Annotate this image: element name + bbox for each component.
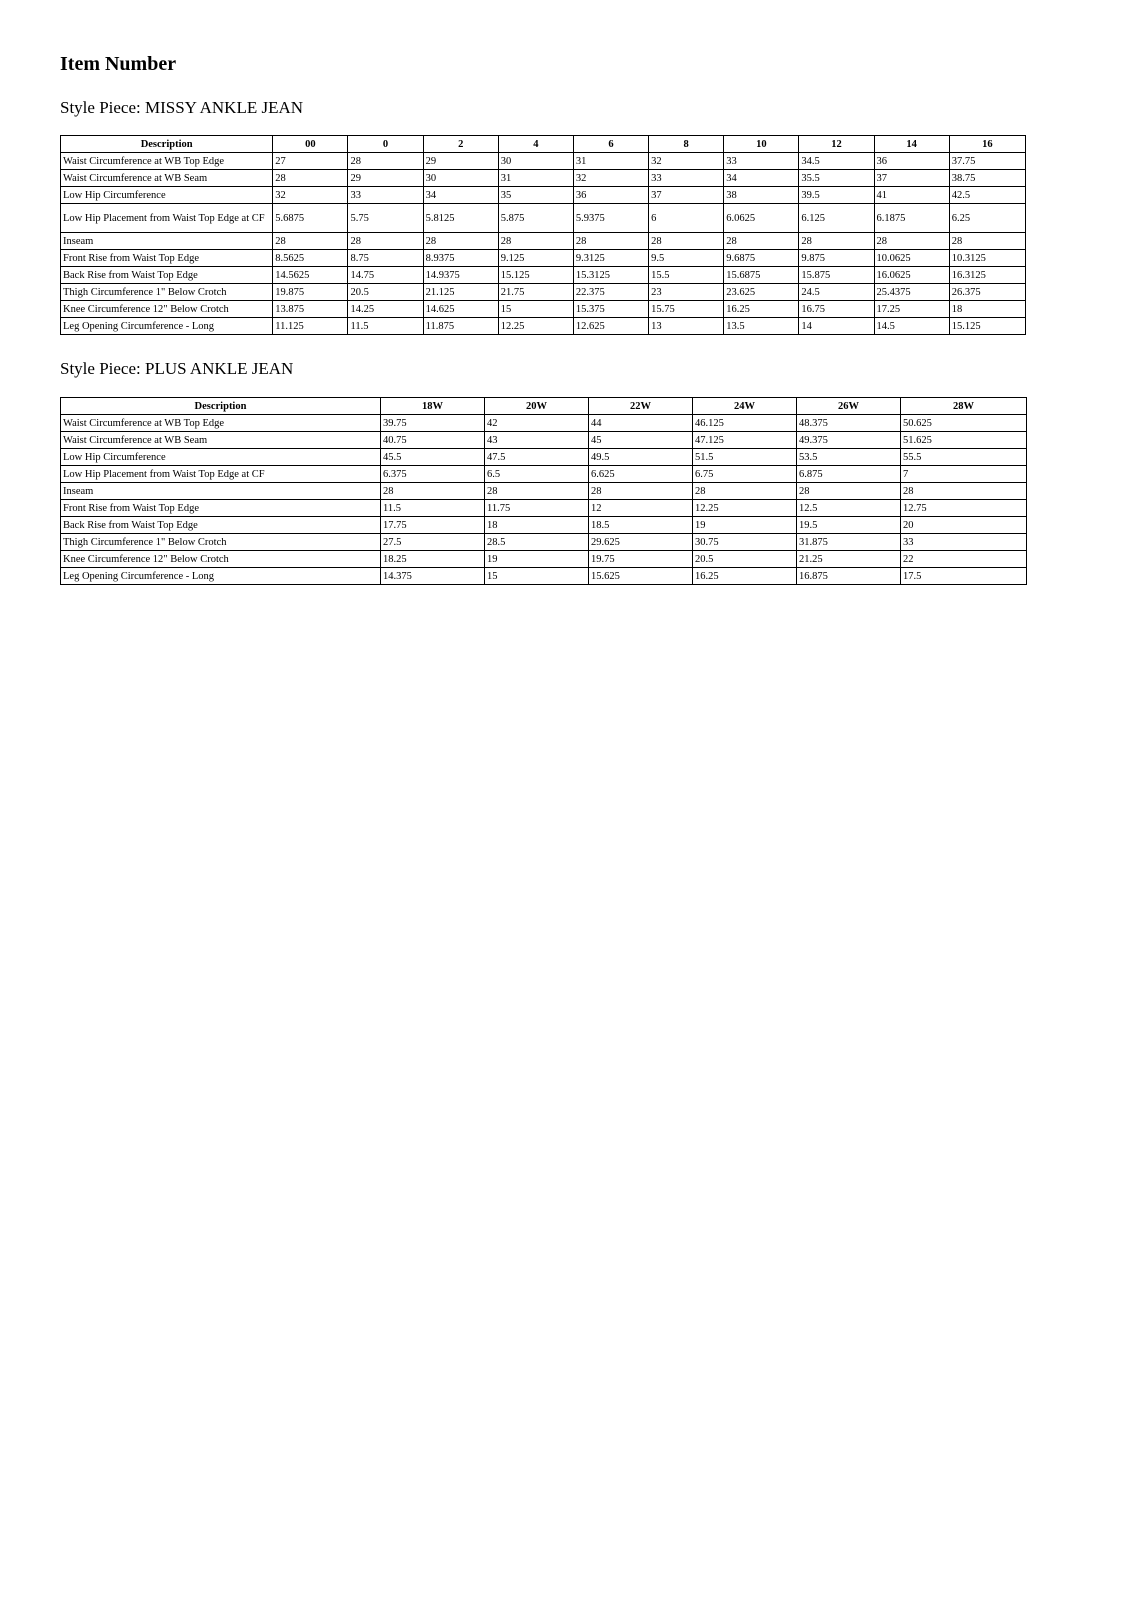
plus-spec-table: [60, 397, 1027, 585]
measurement-cell: 15.75: [649, 301, 724, 318]
table-row: [61, 301, 1026, 318]
measurement-cell: 10.3125: [949, 250, 1025, 267]
measurement-cell: 31: [573, 153, 648, 170]
column-header: Description: [61, 136, 273, 153]
measurement-cell: 45.5: [381, 449, 485, 466]
measurement-cell: 28: [348, 153, 423, 170]
measurement-cell: 12.25: [693, 500, 797, 517]
measurement-cell: 14.5: [874, 318, 949, 335]
measurement-cell: 15: [485, 568, 589, 585]
column-header: 14: [874, 136, 949, 153]
measurement-cell: 8.75: [348, 250, 423, 267]
measurement-cell: 28: [901, 483, 1027, 500]
measurement-cell: 6.125: [799, 204, 874, 233]
measurement-cell: 47.5: [485, 449, 589, 466]
measurement-cell: 9.6875: [724, 250, 799, 267]
row-description: Knee Circumference 12" Below Crotch: [61, 301, 273, 318]
column-header: 00: [273, 136, 348, 153]
column-header: 16: [949, 136, 1025, 153]
table-row: [61, 517, 1027, 534]
measurement-cell: 5.75: [348, 204, 423, 233]
measurement-cell: 30: [423, 170, 498, 187]
measurement-cell: 5.9375: [573, 204, 648, 233]
measurement-cell: 6.875: [797, 466, 901, 483]
measurement-cell: 13.5: [724, 318, 799, 335]
measurement-cell: 6.0625: [724, 204, 799, 233]
table-row: [61, 415, 1027, 432]
measurement-cell: 14.375: [381, 568, 485, 585]
measurement-cell: 33: [724, 153, 799, 170]
measurement-cell: 28: [273, 170, 348, 187]
column-header: Description: [61, 398, 381, 415]
table-row: [61, 233, 1026, 250]
row-description: Back Rise from Waist Top Edge: [61, 517, 381, 534]
measurement-cell: 8.5625: [273, 250, 348, 267]
measurement-cell: 50.625: [901, 415, 1027, 432]
measurement-cell: 21.75: [498, 284, 573, 301]
plus-header-row: [61, 398, 1027, 415]
row-description: Inseam: [61, 233, 273, 250]
measurement-cell: 28: [589, 483, 693, 500]
measurement-cell: 51.5: [693, 449, 797, 466]
measurement-cell: 6.1875: [874, 204, 949, 233]
measurement-cell: 11.875: [423, 318, 498, 335]
row-description: Low Hip Placement from Waist Top Edge at CF: [61, 466, 381, 483]
measurement-cell: 22: [901, 551, 1027, 568]
measurement-cell: 30.75: [693, 534, 797, 551]
row-description: Leg Opening Circumference - Long: [61, 318, 273, 335]
measurement-cell: 39.5: [799, 187, 874, 204]
measurement-cell: 14.25: [348, 301, 423, 318]
measurement-cell: 35.5: [799, 170, 874, 187]
measurement-cell: 15.6875: [724, 267, 799, 284]
measurement-cell: 15.5: [649, 267, 724, 284]
measurement-cell: 49.375: [797, 432, 901, 449]
measurement-cell: 31.875: [797, 534, 901, 551]
measurement-cell: 45: [589, 432, 693, 449]
measurement-cell: 6.625: [589, 466, 693, 483]
measurement-cell: 41: [874, 187, 949, 204]
row-description: Inseam: [61, 483, 381, 500]
measurement-cell: 15.375: [573, 301, 648, 318]
measurement-cell: 32: [573, 170, 648, 187]
column-header: 24W: [693, 398, 797, 415]
row-description: Waist Circumference at WB Top Edge: [61, 153, 273, 170]
measurement-cell: 11.125: [273, 318, 348, 335]
measurement-cell: 33: [348, 187, 423, 204]
row-description: Back Rise from Waist Top Edge: [61, 267, 273, 284]
measurement-cell: 53.5: [797, 449, 901, 466]
measurement-cell: 28: [348, 233, 423, 250]
measurement-cell: 21.25: [797, 551, 901, 568]
measurement-cell: 28: [273, 233, 348, 250]
measurement-cell: 47.125: [693, 432, 797, 449]
measurement-cell: 12.625: [573, 318, 648, 335]
column-header: 2: [423, 136, 498, 153]
measurement-cell: 28: [573, 233, 648, 250]
measurement-cell: 6.75: [693, 466, 797, 483]
measurement-cell: 16.75: [799, 301, 874, 318]
row-description: Front Rise from Waist Top Edge: [61, 500, 381, 517]
table-row: [61, 187, 1026, 204]
document-title: Item Number: [60, 53, 177, 75]
measurement-cell: 20.5: [693, 551, 797, 568]
table-row: [61, 153, 1026, 170]
table-row: [61, 483, 1027, 500]
measurement-cell: 23: [649, 284, 724, 301]
measurement-cell: 30: [498, 153, 573, 170]
measurement-cell: 36: [573, 187, 648, 204]
measurement-cell: 6.375: [381, 466, 485, 483]
table-row: [61, 267, 1026, 284]
measurement-cell: 28: [381, 483, 485, 500]
measurement-cell: 17.25: [874, 301, 949, 318]
measurement-cell: 17.5: [901, 568, 1027, 585]
measurement-cell: 37: [874, 170, 949, 187]
plus-section-heading: Style Piece: PLUS ANKLE JEAN: [60, 359, 294, 378]
column-header: 22W: [589, 398, 693, 415]
column-header: 26W: [797, 398, 901, 415]
measurement-cell: 28.5: [485, 534, 589, 551]
measurement-cell: 31: [498, 170, 573, 187]
measurement-cell: 14.625: [423, 301, 498, 318]
measurement-cell: 12.25: [498, 318, 573, 335]
measurement-cell: 14.5625: [273, 267, 348, 284]
measurement-cell: 39.75: [381, 415, 485, 432]
measurement-cell: 20.5: [348, 284, 423, 301]
table-row: [61, 534, 1027, 551]
measurement-cell: 28: [485, 483, 589, 500]
measurement-cell: 34.5: [799, 153, 874, 170]
table-row: [61, 500, 1027, 517]
measurement-cell: 29: [423, 153, 498, 170]
measurement-cell: 9.3125: [573, 250, 648, 267]
column-header: 28W: [901, 398, 1027, 415]
measurement-cell: 40.75: [381, 432, 485, 449]
measurement-cell: 51.625: [901, 432, 1027, 449]
measurement-cell: 12.5: [797, 500, 901, 517]
measurement-cell: 11.75: [485, 500, 589, 517]
row-description: Waist Circumference at WB Seam: [61, 432, 381, 449]
measurement-cell: 18.5: [589, 517, 693, 534]
measurement-cell: 8.9375: [423, 250, 498, 267]
measurement-cell: 19: [693, 517, 797, 534]
measurement-cell: 29: [348, 170, 423, 187]
measurement-cell: 14.9375: [423, 267, 498, 284]
table-row: [61, 318, 1026, 335]
column-header: 6: [573, 136, 648, 153]
measurement-cell: 24.5: [799, 284, 874, 301]
measurement-cell: 27: [273, 153, 348, 170]
row-description: Low Hip Placement from Waist Top Edge at CF: [61, 204, 273, 233]
measurement-cell: 29.625: [589, 534, 693, 551]
measurement-cell: 6.5: [485, 466, 589, 483]
row-description: Low Hip Circumference: [61, 187, 273, 204]
measurement-cell: 32: [273, 187, 348, 204]
measurement-cell: 42: [485, 415, 589, 432]
column-header: 18W: [381, 398, 485, 415]
column-header: 8: [649, 136, 724, 153]
measurement-cell: 22.375: [573, 284, 648, 301]
measurement-cell: 13: [649, 318, 724, 335]
measurement-cell: 55.5: [901, 449, 1027, 466]
measurement-cell: 15.625: [589, 568, 693, 585]
measurement-cell: 25.4375: [874, 284, 949, 301]
measurement-cell: 32: [649, 153, 724, 170]
measurement-cell: 19.5: [797, 517, 901, 534]
measurement-cell: 21.125: [423, 284, 498, 301]
measurement-cell: 27.5: [381, 534, 485, 551]
table-row: [61, 568, 1027, 585]
measurement-cell: 35: [498, 187, 573, 204]
measurement-cell: 16.25: [693, 568, 797, 585]
measurement-cell: 10.0625: [874, 250, 949, 267]
measurement-cell: 28: [724, 233, 799, 250]
row-description: Thigh Circumference 1" Below Crotch: [61, 284, 273, 301]
measurement-cell: 19.875: [273, 284, 348, 301]
measurement-cell: 33: [901, 534, 1027, 551]
measurement-cell: 15.125: [949, 318, 1025, 335]
measurement-cell: 28: [423, 233, 498, 250]
measurement-cell: 37.75: [949, 153, 1025, 170]
missy-spec-table: [60, 135, 1026, 335]
row-description: Waist Circumference at WB Seam: [61, 170, 273, 187]
row-description: Waist Circumference at WB Top Edge: [61, 415, 381, 432]
measurement-cell: 19.75: [589, 551, 693, 568]
measurement-cell: 42.5: [949, 187, 1025, 204]
measurement-cell: 14.75: [348, 267, 423, 284]
column-header: 0: [348, 136, 423, 153]
measurement-cell: 11.5: [348, 318, 423, 335]
measurement-cell: 12: [589, 500, 693, 517]
measurement-cell: 5.875: [498, 204, 573, 233]
measurement-cell: 38.75: [949, 170, 1025, 187]
measurement-cell: 28: [693, 483, 797, 500]
column-header: 4: [498, 136, 573, 153]
row-description: Knee Circumference 12" Below Crotch: [61, 551, 381, 568]
measurement-cell: 43: [485, 432, 589, 449]
row-description: Low Hip Circumference: [61, 449, 381, 466]
measurement-cell: 13.875: [273, 301, 348, 318]
measurement-cell: 16.25: [724, 301, 799, 318]
measurement-cell: 28: [949, 233, 1025, 250]
table-row: [61, 432, 1027, 449]
measurement-cell: 15.3125: [573, 267, 648, 284]
measurement-cell: 15: [498, 301, 573, 318]
measurement-cell: 18: [485, 517, 589, 534]
column-header: 20W: [485, 398, 589, 415]
row-description: Leg Opening Circumference - Long: [61, 568, 381, 585]
measurement-cell: 5.6875: [273, 204, 348, 233]
measurement-cell: 18.25: [381, 551, 485, 568]
measurement-cell: 9.875: [799, 250, 874, 267]
measurement-cell: 34: [724, 170, 799, 187]
measurement-cell: 28: [799, 233, 874, 250]
measurement-cell: 28: [498, 233, 573, 250]
measurement-cell: 5.8125: [423, 204, 498, 233]
table-row: [61, 466, 1027, 483]
column-header: 12: [799, 136, 874, 153]
measurement-cell: 37: [649, 187, 724, 204]
table-row: [61, 204, 1026, 233]
measurement-cell: 19: [485, 551, 589, 568]
measurement-cell: 20: [901, 517, 1027, 534]
measurement-cell: 14: [799, 318, 874, 335]
measurement-cell: 6.25: [949, 204, 1025, 233]
measurement-cell: 7: [901, 466, 1027, 483]
measurement-cell: 23.625: [724, 284, 799, 301]
measurement-cell: 15.125: [498, 267, 573, 284]
measurement-cell: 17.75: [381, 517, 485, 534]
measurement-cell: 12.75: [901, 500, 1027, 517]
measurement-cell: 11.5: [381, 500, 485, 517]
measurement-cell: 9.5: [649, 250, 724, 267]
measurement-cell: 28: [649, 233, 724, 250]
measurement-cell: 36: [874, 153, 949, 170]
column-header: 10: [724, 136, 799, 153]
measurement-cell: 44: [589, 415, 693, 432]
measurement-cell: 16.0625: [874, 267, 949, 284]
measurement-cell: 16.875: [797, 568, 901, 585]
measurement-cell: 33: [649, 170, 724, 187]
measurement-cell: 15.875: [799, 267, 874, 284]
measurement-cell: 6: [649, 204, 724, 233]
missy-section-heading: Style Piece: MISSY ANKLE JEAN: [60, 98, 304, 117]
table-row: [61, 170, 1026, 187]
measurement-cell: 48.375: [797, 415, 901, 432]
table-row: [61, 250, 1026, 267]
missy-header-row: [61, 136, 1026, 153]
measurement-cell: 18: [949, 301, 1025, 318]
measurement-cell: 28: [797, 483, 901, 500]
table-row: [61, 284, 1026, 301]
measurement-cell: 38: [724, 187, 799, 204]
table-row: [61, 449, 1027, 466]
table-row: [61, 551, 1027, 568]
measurement-cell: 9.125: [498, 250, 573, 267]
measurement-cell: 26.375: [949, 284, 1025, 301]
measurement-cell: 46.125: [693, 415, 797, 432]
measurement-cell: 34: [423, 187, 498, 204]
row-description: Thigh Circumference 1" Below Crotch: [61, 534, 381, 551]
measurement-cell: 28: [874, 233, 949, 250]
measurement-cell: 16.3125: [949, 267, 1025, 284]
measurement-cell: 49.5: [589, 449, 693, 466]
row-description: Front Rise from Waist Top Edge: [61, 250, 273, 267]
